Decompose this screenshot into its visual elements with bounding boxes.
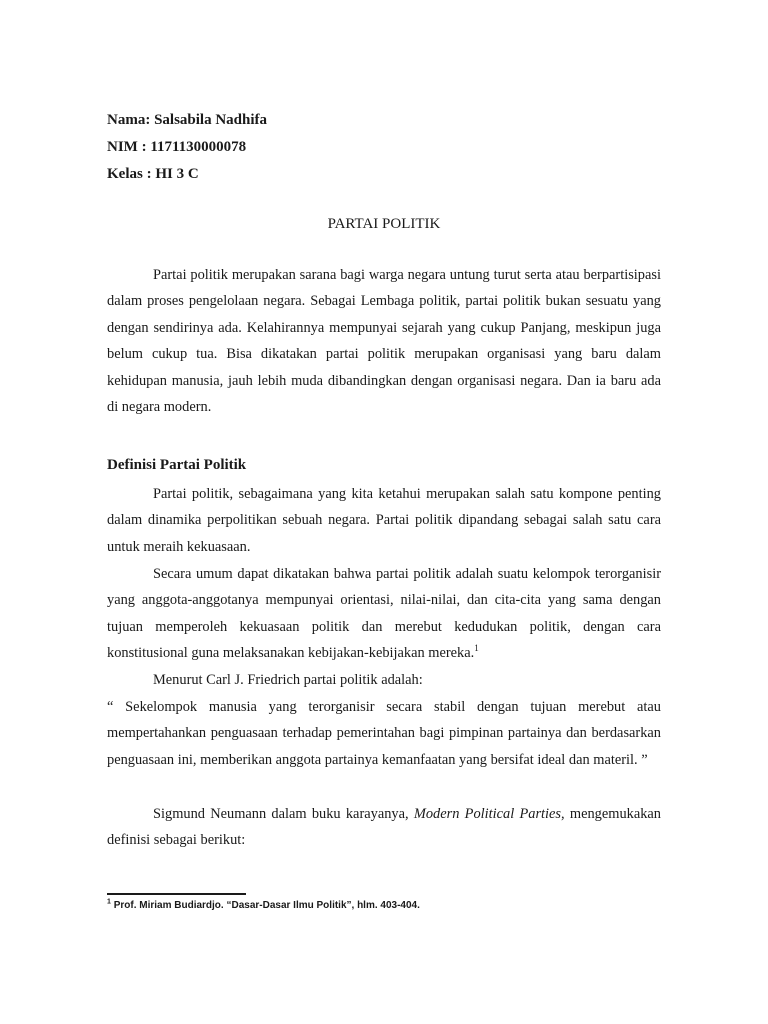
definition-paragraph-2: [107, 561, 661, 667]
neumann-text-post: , mengemukakan definisi sebagai berikut:: [107, 806, 662, 849]
friedrich-quote: “ Sekelompok manusia yang terorganisir secara stabil dengan tujuan merebut atau mempertahankan penguasaan terhadap pemerintahan bagi pimpinan partainya dan berdasarkan penguasaan ini, memberikan anggota partainya kemanfaatan yang bersifat ideal dan materil. ”: [107, 699, 661, 768]
intro-paragraph: Partai politik merupakan sarana bagi warga negara untung turut serta atau berpartisipasi dalam proses pengelolaan negara. Sebagai Lembaga politik, partai politik bukan sesuatu yang dengan sendirinya ada. Kelahirannya mempunyai sejarah yang cukup Panjang, meskipun juga belum cukup tua. Bisa dikatakan partai politik merupakan organisasi yang baru dalam kehidupan manusia, jauh lebih muda dibandingkan dengan organisasi negara. Dan ia baru ada di negara modern.: [107, 267, 661, 416]
footnote-text: Prof. Miriam Budiardjo. “Dasar-Dasar Ilmu Politik”, hlm. 403-404.: [113, 900, 420, 911]
student-name: Nama: Salsabila Nadhifa: [107, 112, 268, 128]
footnote: [107, 899, 420, 913]
student-nim: NIM : 1171130000078: [107, 139, 247, 155]
footnote-separator: [107, 893, 246, 895]
neumann-book-title: Modern Political Parties: [413, 806, 562, 822]
footnote-reference[interactable]: 1: [474, 643, 479, 654]
definition-paragraph-2-text: Secara umum dapat dikatakan bahwa partai politik adalah suatu kelompok terorganisir yang anggota-anggotanya mempunyai orientasi, nilai-nilai, dan cita-cita yang sama dengan tujuan memperoleh kekuasaan politik dan merebut kedudukan politik, dengan cara konstitusional guna melaksanakan kebijakan-kebijakan mereka.: [107, 566, 661, 662]
neumann-text-pre: Sigmund Neumann dalam buku karayanya,: [153, 806, 414, 822]
footnote-number: 1: [107, 898, 111, 906]
neumann-paragraph: [107, 801, 661, 854]
section-heading: Definisi Partai Politik: [107, 457, 247, 473]
definition-paragraph-1: Partai politik, sebagaimana yang kita ketahui merupakan salah satu kompone penting dalam dinamika perpolitikan sebuah negara. Partai politik dipandang sebagai salah satu cara untuk meraih kekuasaan.: [107, 486, 661, 555]
document-title: PARTAI POLITIK: [327, 216, 441, 232]
document-page: [107, 0, 661, 1024]
student-class: Kelas : HI 3 C: [107, 166, 199, 182]
friedrich-intro: Menurut Carl J. Friedrich partai politik adalah:: [153, 672, 423, 688]
